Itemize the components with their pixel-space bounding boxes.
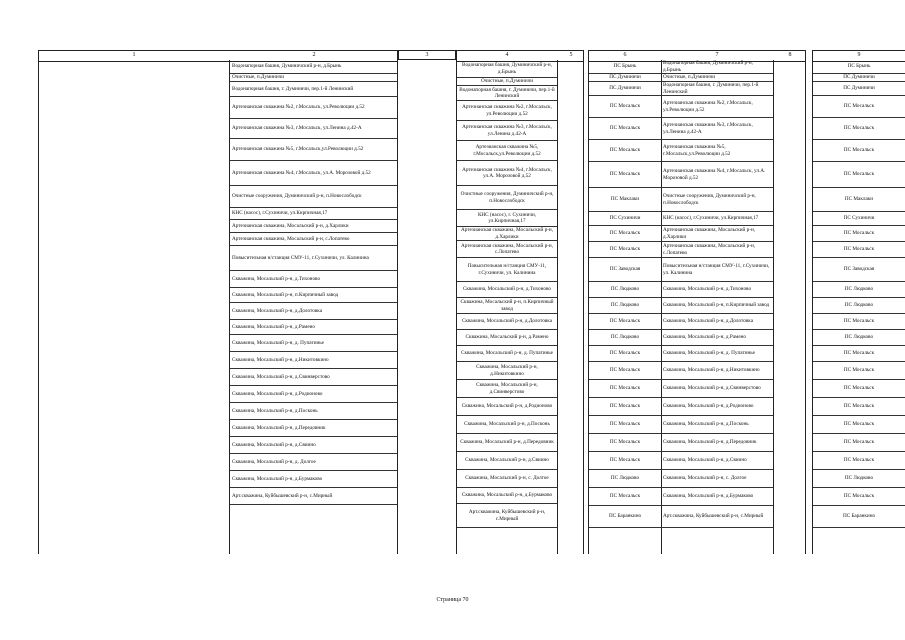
table-block-b: [456, 50, 584, 554]
col2-text: Артезианская скважина, Мосальский р-н, с.Лопатево: [232, 235, 350, 242]
col2-text: Скважина, Мосальский р-н, д.Рамено: [232, 323, 316, 330]
col9-cell: [813, 188, 905, 212]
col2-text: Скважина, Мосальский р-н, д.Долотовка: [232, 307, 323, 314]
col4-text: Очистные, п.Думиничи: [481, 78, 533, 85]
col2-cell: [230, 97, 397, 119]
col7-text: Скважина, Мосальский р-н, д.Тихоново: [663, 286, 752, 293]
col2-cell: [230, 420, 397, 437]
col2-cell: [230, 454, 397, 471]
col6-cell: [589, 282, 661, 298]
table-block-a: [38, 50, 398, 554]
col9-text: ПС Сухиничи: [843, 215, 875, 222]
col6-text: ПС Мосальск: [609, 318, 641, 325]
col2-cell: [230, 60, 397, 74]
col6-text: ПС Мосальск: [609, 147, 641, 154]
col7-cell: [661, 362, 773, 380]
table-col-3: [398, 50, 456, 60]
col7-cell: [661, 74, 773, 82]
col6-text: ПС Мосальск: [609, 457, 641, 464]
col6-text: ПС Людково: [610, 475, 640, 482]
col7-text: Артезианская скважина, Мосальский р-н, д.Харлики: [663, 227, 756, 240]
col6-cell: [589, 452, 661, 470]
col4-cell: [457, 298, 557, 314]
col2-text: Скважина, Мосальский р-н, д.Тихоново: [232, 275, 321, 282]
col6-text: ПС Мосальск: [609, 421, 641, 428]
col6-cell: [589, 226, 661, 242]
col4-cell: [457, 330, 557, 346]
col7-cell: [661, 506, 773, 528]
col7-cell: [661, 226, 773, 242]
col7-text: Повысительная н/станция СМУ-11, г.Сухиничи, ул. Калинина: [663, 263, 770, 276]
col2-cell: [230, 303, 397, 320]
col2-text: Артезианская скважина №2, г.Мосальск, ул.Революции д.52: [232, 104, 365, 111]
col9-text: ПС Мосальск: [843, 230, 875, 237]
col7-text: Очистные, п.Думиничи: [663, 74, 715, 81]
col2-cell: [230, 119, 397, 139]
header-col-9: 9: [857, 52, 861, 58]
col6-text: ПС Мосальск: [609, 350, 641, 357]
col4-cell: [457, 282, 557, 298]
col2-cell: [230, 335, 397, 352]
col7-cell: [661, 242, 773, 258]
col4-cell: [457, 60, 557, 78]
col6-cell: [589, 96, 661, 118]
col7-body: [661, 60, 774, 554]
col2-text: Скважина, Мосальский р-н, д.Никитовкино: [232, 356, 329, 363]
col6-text: ПС Думиничи: [609, 74, 641, 81]
col4-cell: [457, 210, 557, 227]
col9-cell: [813, 282, 905, 298]
col4-text: Артезианская скважина №3, г.Мосальск, ул.Ленина д.42-А: [462, 124, 552, 137]
col6-text: ПС Брынь: [613, 63, 637, 70]
col9-cell: [813, 314, 905, 330]
col2-cell: [230, 139, 397, 161]
col4-text: Скважина, Мосальский р-н, д.Никитовкино: [476, 364, 538, 377]
col9-cell: [813, 82, 905, 96]
col7-text: Скважина, Мосальский р-н, д.Бурмаково: [663, 493, 754, 500]
col6-cell: [589, 380, 661, 398]
col4-text: Скважина, Мосальский р-н, д.Родионово: [461, 403, 553, 410]
col7-cell: [661, 398, 773, 416]
col4-cell: [457, 227, 557, 241]
col2-text: Повысительная н/станция СМУ-11, г.Сухиничи, ул. Калинина: [232, 254, 369, 261]
col7-text: Арт.скважина, Куйбышевский р-н, с.Мирный: [663, 513, 764, 520]
col2-text: Скважина, Мосальский р-н, д.Передовник: [232, 424, 326, 431]
col9-text: ПС Мосальск: [843, 350, 875, 357]
col6-text: ПС Маклаки: [610, 196, 640, 203]
col6-cell: [589, 60, 661, 74]
col4-text: Арт.скважина, Куйбышевский р-н, с.Мирный: [468, 509, 546, 522]
col4-text: Артезианская скважина №4, г.Мосальск, ул.А. Морозовой д.52: [462, 166, 552, 179]
col6-cell: [589, 416, 661, 434]
col2-cell: [230, 82, 397, 97]
col2-cell: [230, 246, 397, 271]
col7-text: Скважина, Мосальский р-н, д.Родионово: [663, 403, 754, 410]
col7-text: Скважина, Мосальский р-н, д.Посконь: [663, 421, 749, 428]
col6-text: ПС Людково: [610, 286, 640, 293]
col4-cell: [457, 504, 557, 528]
col7-cell: [661, 434, 773, 452]
col9-cell: [813, 380, 905, 398]
col7-cell: [661, 282, 773, 298]
header-col-8: 8: [788, 52, 792, 58]
col6-text: ПС Людково: [610, 334, 640, 341]
col7-text: Скважина, Мосальский р-н, п.Кирпичный завод: [663, 302, 770, 309]
col2-text: Арт.скважина, Куйбышевский р-н, с.Мирный: [232, 492, 333, 499]
col7-text: Артезианская скважина №3, г.Мосальск, ул.Ленина д.42-А: [663, 122, 753, 135]
col2-text: КНС (насос), г.Сухиничи, ул.Кирпичная,17: [232, 210, 328, 217]
col7-text: Артезианская скважина №5, г.Мосальск,ул.Революции д.52: [663, 144, 731, 157]
col2-cell: [230, 352, 397, 369]
col7-text: Скважина, Мосальский р-н, д.Никитовкино: [663, 367, 760, 374]
col6-text: ПС Мосальск: [609, 493, 641, 500]
col7-text: Артезианская скважина №4, г.Мосальск, ул.А. Морозовой д.52: [663, 168, 766, 181]
col9-cell: [813, 362, 905, 380]
col4-text: Артезианская скважина №2, г.Мосальск, ул.Революции д.52: [462, 104, 552, 117]
col4-cell: [457, 186, 557, 210]
col6-cell: [589, 188, 661, 212]
col9-text: ПС Думиничи: [843, 74, 875, 81]
col6-text: ПС Людково: [610, 302, 640, 309]
col9-cell: [813, 242, 905, 258]
col6-text: ПС Сухиничи: [609, 215, 641, 222]
col9-text: ПС Мосальск: [843, 403, 875, 410]
col4-cell: [457, 241, 557, 258]
col6-body: [589, 60, 662, 554]
col6-text: ПС Мосальск: [609, 230, 641, 237]
col4-text: Водонапорная башня, Думиничский р-н, д.Брынь: [462, 62, 552, 75]
col7-text: Скважина, Мосальский р-н, д.Свиино: [663, 457, 747, 464]
col2-text: Артезианская скважина №5, г.Мосальск,ул.Революции д.52: [232, 146, 364, 153]
col2-text: Скважина, Мосальский р-н, д. Пупатинье: [232, 339, 324, 346]
col9-cell: [813, 470, 905, 488]
col6-cell: [589, 118, 661, 140]
col9-text: ПС Мосальск: [843, 493, 875, 500]
col4-text: Скважина, Мосальский р-н, д.Тихоново: [462, 286, 552, 293]
col4-cell: [457, 258, 557, 282]
col6-cell: [589, 242, 661, 258]
col9-text: ПС Людково: [844, 475, 874, 482]
col4-text: Скважина, Мосальский р-н, д.Долотовка: [461, 318, 553, 325]
col9-cell: [813, 60, 905, 74]
col9-cell: [813, 212, 905, 226]
col4-text: Скважина, Мосальский р-н, д. Пупатинье: [461, 350, 553, 357]
col2-text: Артезианская скважина №4, г.Мосальск, ул.А. Морозовой д.52: [232, 169, 371, 176]
col7-cell: [661, 330, 773, 346]
col2-text: Скважина, Мосальский р-н, д.Родионово: [232, 390, 323, 397]
col6-cell: [589, 398, 661, 416]
col4-cell: [457, 78, 557, 86]
col2-text: Артезианская скважина, Мосальский р-н, д.Харлики: [232, 222, 349, 229]
col6-cell: [589, 362, 661, 380]
col6-cell: [589, 162, 661, 188]
col2-text: Скважина, Мосальский р-н, д.Бурмаково: [232, 475, 323, 482]
col2-cell: [230, 369, 397, 386]
col7-text: Артезианская скважина, Мосальский р-н, с.Лопатево: [663, 243, 756, 256]
col9-cell: [813, 298, 905, 314]
col9-text: ПС Мосальск: [843, 147, 875, 154]
col9-cell: [813, 434, 905, 452]
col7-text: Очистные сооружения, Думиничский р-н, п.Новослободск: [663, 193, 756, 206]
col9-cell: [813, 452, 905, 470]
col2-cell: [230, 471, 397, 488]
col9-cell: [813, 416, 905, 434]
col9-cell: [813, 488, 905, 506]
col4-cell: [457, 434, 557, 452]
col2-cell: [230, 186, 397, 208]
col4-text: Артезианская скважина, Мосальский р-н, с.Лопатево: [460, 242, 554, 255]
col9-cell: [813, 74, 905, 82]
col9-cell: [813, 330, 905, 346]
col2-cell: [230, 161, 397, 186]
col2-cell: [230, 220, 397, 233]
col4-cell: [457, 101, 557, 121]
col9-text: ПС Людково: [844, 334, 874, 341]
col9-cell: [813, 506, 905, 528]
header-col-2: 2: [312, 52, 316, 58]
table-block-c: [588, 50, 806, 554]
col9-text: ПС Думиничи: [843, 85, 875, 92]
col7-cell: [661, 82, 773, 96]
col9-cell: [813, 162, 905, 188]
col7-cell: [661, 346, 773, 362]
col9-text: ПС Заводская: [843, 266, 875, 273]
col4-cell: [457, 488, 557, 504]
col4-cell: [457, 86, 557, 101]
col9-text: ПС Мосальск: [843, 421, 875, 428]
col9-text: ПС Брынь: [847, 63, 871, 70]
col7-cell: [661, 380, 773, 398]
col7-cell: [661, 416, 773, 434]
col7-text: Скважина, Мосальский р-н, д. Пупатинье: [663, 350, 755, 357]
col4-text: Очистные сооружения, Думиничский р-н, п.Новослободск: [460, 191, 554, 204]
col6-cell: [589, 140, 661, 162]
col9-text: ПС Маклаки: [844, 196, 874, 203]
col7-text: Скважина, Мосальский р-н, д.Долотовка: [663, 318, 754, 325]
col9-cell: [813, 346, 905, 362]
col4-cell: [457, 121, 557, 141]
col2-cell: [230, 488, 397, 505]
table-block-d: [812, 50, 905, 554]
col6-text: ПС Мосальск: [609, 246, 641, 253]
header-col-5: 5: [569, 52, 573, 58]
col4-body: [457, 60, 558, 554]
col4-text: Скважина, Мосальский р-н, д.Бурмаково: [461, 492, 553, 499]
col6-text: ПС Мосальск: [609, 403, 641, 410]
col4-text: Скважина, Мосальский р-н, д.Рамено: [465, 334, 549, 341]
col2-cell: [230, 320, 397, 335]
col6-cell: [589, 330, 661, 346]
header-col-3: 3: [425, 52, 429, 58]
col4-text: Скважина, Мосальский р-н, д.Свинверстово: [476, 382, 538, 395]
col2-text: Очистные, п.Думиничи: [232, 74, 284, 81]
col2-cell: [230, 386, 397, 403]
col6-text: ПС Мосальск: [609, 367, 641, 374]
col4-cell: [457, 416, 557, 434]
col2-text: Артезианская скважина №3, г.Мосальск, ул.Ленина д.42-А: [232, 125, 362, 132]
col2-cell: [230, 271, 397, 288]
col7-text: Водонапорная башня, Думиничский р-н, д.Брынь: [663, 60, 753, 73]
col6-cell: [589, 488, 661, 506]
col9-text: ПС Мосальск: [843, 318, 875, 325]
col6-text: ПС Баранкино: [608, 513, 642, 520]
col7-text: Скважина, Мосальский р-н, д.Передовник: [663, 439, 757, 446]
col6-text: ПС Мосальск: [609, 385, 641, 392]
col6-text: ПС Думиничи: [609, 85, 641, 92]
col7-cell: [661, 470, 773, 488]
col7-cell: [661, 96, 773, 118]
col7-cell: [661, 60, 773, 74]
col2-text: Очистные сооружения, Думиничский р-н, п.Новослободск: [232, 193, 362, 200]
col7-cell: [661, 212, 773, 226]
col6-text: ПС Заводская: [609, 266, 641, 273]
col9-cell: [813, 140, 905, 162]
col7-cell: [661, 452, 773, 470]
col9-text: ПС Мосальск: [843, 125, 875, 132]
col4-text: Водонапорная башня, г. Думиничи, пер.1-й Ленинский: [459, 86, 555, 99]
col4-cell: [457, 362, 557, 380]
col4-cell: [457, 314, 557, 330]
col2-text: Скважина, Мосальский р-н, п.Кирпичный завод: [232, 291, 339, 298]
col6-cell: [589, 434, 661, 452]
col6-text: ПС Мосальск: [609, 125, 641, 132]
col7-cell: [661, 140, 773, 162]
col6-cell: [589, 314, 661, 330]
col4-text: Артезианская скважина №5, г.Мосальск,ул.Революции д.52: [473, 144, 541, 157]
col7-cell: [661, 162, 773, 188]
header-col-1: 1: [132, 52, 136, 58]
col4-text: Повысительная н/станция СМУ-11, г.Сухиничи, ул. Калинина: [467, 263, 547, 276]
col6-text: ПС Мосальск: [609, 103, 641, 110]
col6-cell: [589, 74, 661, 82]
col9-text: ПС Мосальск: [843, 439, 875, 446]
col9-text: ПС Мосальск: [843, 457, 875, 464]
col6-cell: [589, 258, 661, 282]
page-footer: Страница 70: [436, 597, 469, 603]
col4-cell: [457, 161, 557, 186]
col7-cell: [661, 314, 773, 330]
col4-text: Скважина, Мосальский р-н, д.Посконь: [464, 421, 550, 428]
col4-text: Артезианская скважина, Мосальский р-н, д.Харлики: [460, 227, 554, 240]
col4-text: КНС (насос), г. Сухиничи, ул.Кирпичная,17: [477, 211, 537, 224]
col9-text: ПС Людково: [844, 302, 874, 309]
col2-body: [229, 60, 397, 554]
col9-text: ПС Мосальск: [843, 367, 875, 374]
header-col-6: 6: [623, 52, 627, 58]
col6-cell: [589, 212, 661, 226]
col6-cell: [589, 346, 661, 362]
col4-cell: [457, 470, 557, 488]
header-col-4: 4: [505, 52, 509, 58]
col4-text: Скважина, Мосальский р-н, с. Долгое: [465, 475, 549, 482]
col9-text: ПС Мосальск: [843, 103, 875, 110]
col9-cell: [813, 118, 905, 140]
col6-text: ПС Мосальск: [609, 171, 641, 178]
col7-text: Водонапорная башня, г. Думиничи, пер.1-й Ленинский: [663, 82, 759, 95]
col2-cell: [230, 288, 397, 303]
col9-cell: [813, 258, 905, 282]
col2-text: Скважина, Мосальский р-н, д.Свинверстово: [232, 373, 330, 380]
col4-text: Скважина, Мосальский р-н, д.Передовник: [460, 439, 554, 446]
col9-cell: [813, 226, 905, 242]
col4-cell: [457, 380, 557, 398]
col2-cell: [230, 74, 397, 82]
col9-text: ПС Мосальск: [843, 171, 875, 178]
col4-cell: [457, 398, 557, 416]
col2-text: Скважина, Мосальский р-н, д.Свиино: [232, 441, 316, 448]
col7-cell: [661, 488, 773, 506]
col7-cell: [661, 258, 773, 282]
col2-cell: [230, 233, 397, 246]
col9-cell: [813, 96, 905, 118]
col2-cell: [230, 208, 397, 220]
col7-cell: [661, 118, 773, 140]
col6-text: ПС Мосальск: [609, 439, 641, 446]
col9-text: ПС Людково: [844, 286, 874, 293]
col9-text: ПС Мосальск: [843, 246, 875, 253]
header-col-7: 7: [715, 52, 719, 58]
col2-text: Скважина, Мосальский р-н, д. Долгое: [232, 458, 316, 465]
col2-text: Водонапорная башня, г. Думиничи, пер.1-й Ленинский: [232, 85, 354, 92]
col2-cell: [230, 403, 397, 420]
col6-cell: [589, 82, 661, 96]
col7-text: Скважина, Мосальский р-н, с. Долгое: [663, 475, 747, 482]
col7-text: Скважина, Мосальский р-н, д.Рамено: [663, 334, 747, 341]
col6-cell: [589, 298, 661, 314]
col4-text: Скважина, Мосальский р-н, п.Кирпичный завод: [460, 299, 554, 312]
col9-body: [813, 60, 905, 554]
col9-cell: [813, 398, 905, 416]
col7-cell: [661, 188, 773, 212]
col4-text: Скважина, Мосальский р-н, д.Свиино: [465, 457, 549, 464]
col7-cell: [661, 298, 773, 314]
col2-text: Скважина, Мосальский р-н, д.Посконь: [232, 407, 318, 414]
col7-text: КНС (насос), г.Сухиничи, ул.Кирпичная,17: [663, 215, 759, 222]
col6-cell: [589, 506, 661, 528]
col4-cell: [457, 141, 557, 161]
col7-text: Скважина, Мосальский р-н, д.Свинверстово: [663, 385, 761, 392]
col4-cell: [457, 452, 557, 470]
col6-cell: [589, 470, 661, 488]
col2-text: Водонапорная башня, Думиничский р-н, д.Брынь: [232, 63, 342, 70]
col4-cell: [457, 346, 557, 362]
col2-cell: [230, 437, 397, 454]
col9-text: ПС Мосальск: [843, 385, 875, 392]
col7-text: Артезианская скважина №2, г.Мосальск, ул.Революции д.52: [663, 100, 753, 113]
col9-text: ПС Баранкино: [842, 513, 876, 520]
